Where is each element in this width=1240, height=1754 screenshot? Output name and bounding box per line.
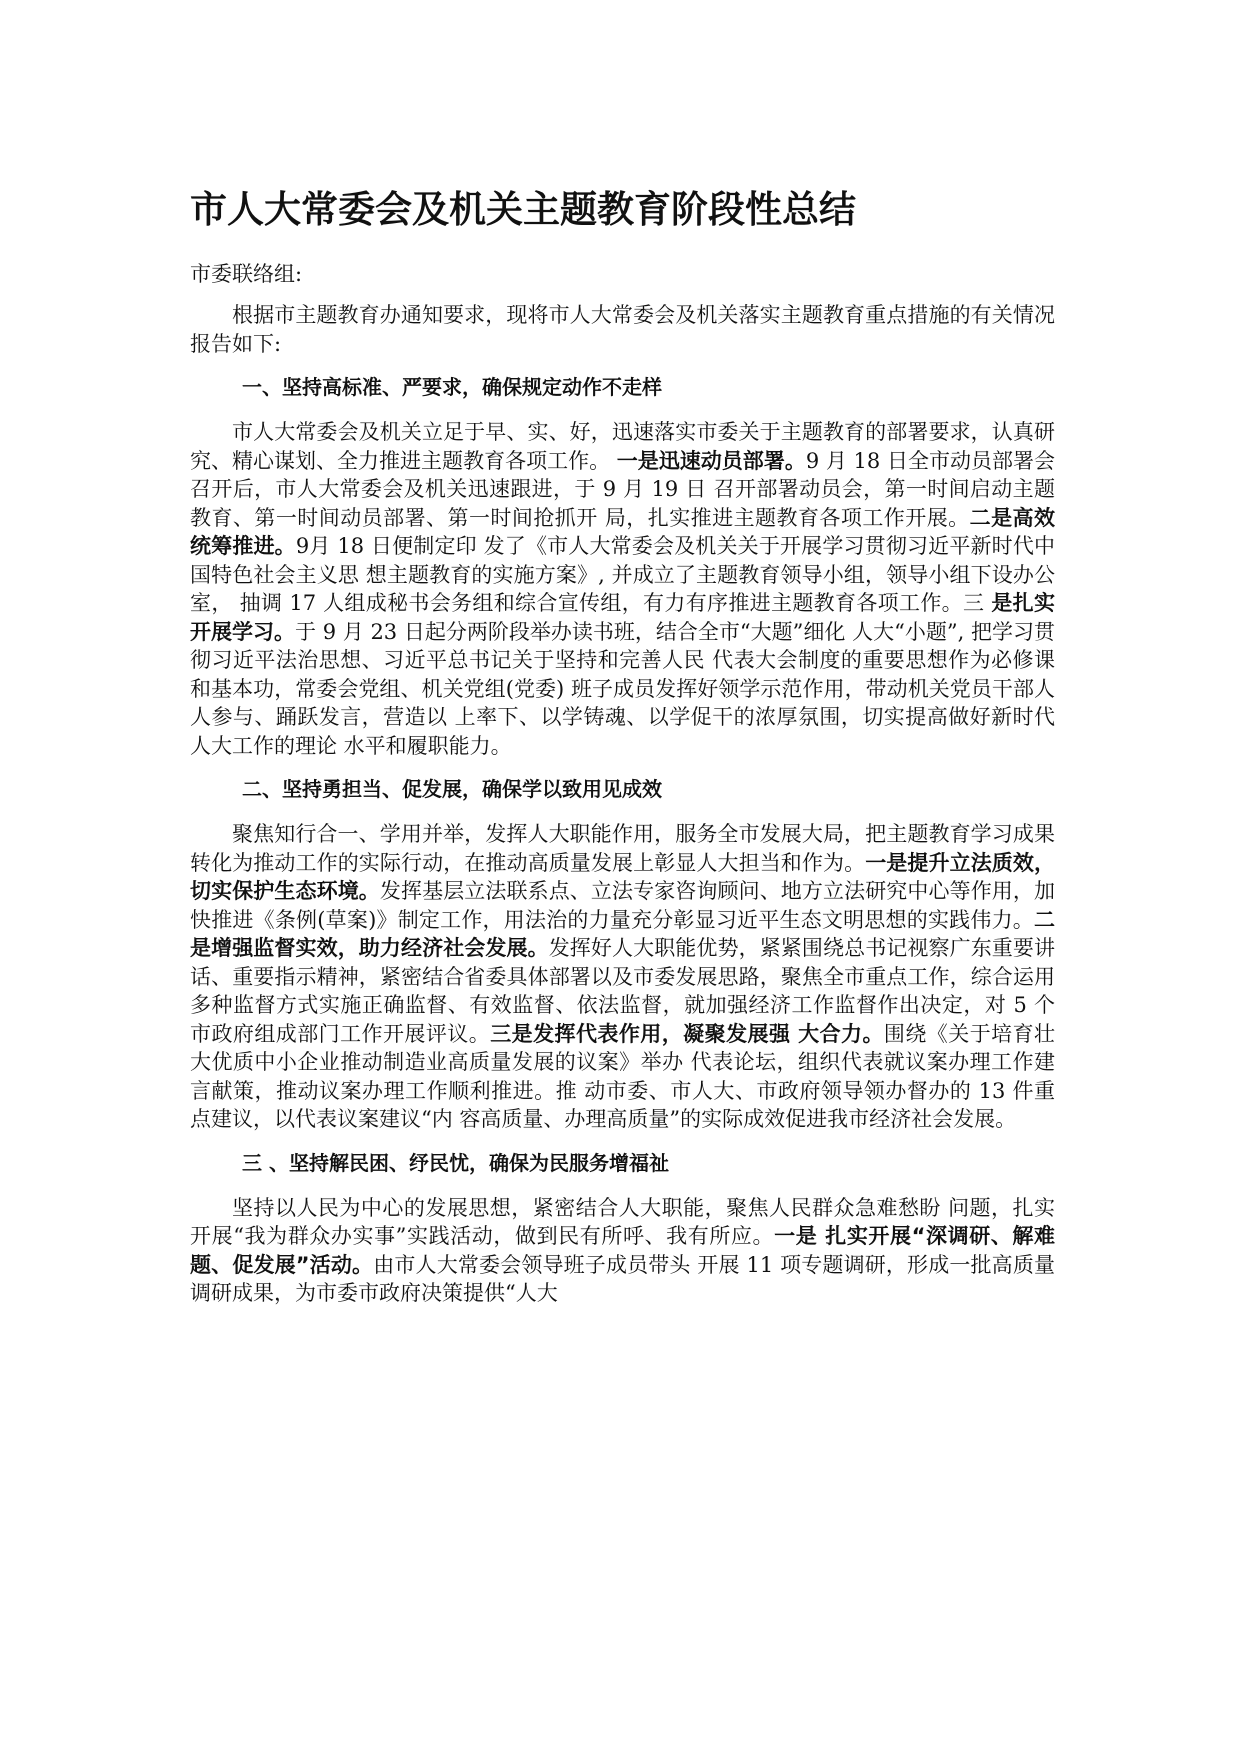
paragraph-text: 发挥好人大职能优势，紧紧围绕总书记视察广东重要讲话、重要指示精神，紧密结合省委具体部署以及市委发展思路，聚焦全市重点工作，综合运用多种监督方式实施正确监督、有效监督、依法监督，就加强经济工作监督作出决定，对 5 个市政府组成部门工作开展评议。 [190,936,1056,1046]
document-title: 市人大常委会及机关主题教育阶段性总结 [190,188,856,231]
salutation: 市委联络组: [190,262,303,286]
section-heading: 三 、坚持解民困、纾民忧，确保为民服务增福祉 [242,1150,669,1175]
paragraph-text: 发挥基层立法联系点、立法专家咨询顾问、地方立法研究中心等作用，加快推进《条例(草案)》制定工作，用法治的力量充分彰显习近平生态文明思想的实践伟力。 [190,879,1056,932]
section-paragraph [190,418,1055,760]
paragraph-text: 9月 18 日便制定印 发了《市人大常委会及机关关于开展学习贯彻习近平新时代中国特色社会主义思 想主题教育的实施方案》, 并成立了主题教育领导小组，领导小组下设办公室， 抽调 17 人组成秘书会务组和综合宣传组，有力有序推进主题教育各项工作。三 [190,534,1055,615]
paragraph-text: 坚持以人民为中心的发展思想，紧密结合人大职能，聚焦人民群众急难愁盼 问题，扎实开展“我为群众办实事”实践活动，做到民有所呼、我有所应。 [190,1195,1055,1248]
document-page [190,185,1055,1318]
paragraph-text: 9 月 18 日全市动员部署会召开后，市人大常委会及机关迅速跟进，于 9 月 19 日 召开部署动员会，第一时间启动主题教育、第一时间动员部署、第一时间抢抓开 局，扎实推进主题教育各项工作开展。 [190,448,1055,530]
emphasis-text: 二是增强监督实效，助力经济社会发展。 [190,907,1055,960]
emphasis-text: 一是迅速动员部署。 [616,448,806,473]
paragraph-text: 围绕《关于培育壮大优质中小企业推动制造业高质量发展的议案》举办 代表论坛，组织代表就议案办理工作建言献策，推动议案办理工作顺利推进。推 动市委、市人大、市政府领导领办督办的 13 件重点建议，以代表议案建议“内 容高质量、办理高质量”的实际成效促进我市经济社会发展。 [190,1021,1056,1131]
emphasis-text: 二是高效统筹推进。 [190,505,1055,558]
section-heading: 二、坚持勇担当、促发展，确保学以致用见成效 [242,777,662,801]
section-3 [190,1148,1055,1308]
paragraph-text: 由市人大常委会领导班子成员带头 开展 11 项专题调研，形成一批高质量调研成果，为市委市政府决策提供“人大 [190,1252,1055,1305]
paragraph-text: 聚焦知行合一、学用并举，发挥人大职能作用，服务全市发展大局，把主题教育学习成果转化为推动工作的实际行动，在推动高质量发展上彰显人大担当和作为。 [190,822,1055,875]
paragraph-text: 于 9 月 23 日起分两阶段举办读书班，结合全市“大题”细化 人大“小题”, 把学习贯彻习近平法治思想、习近平总书记关于坚持和完善人民 代表大会制度的重要思想作为必修课和基本功，常委会党组、机关党组(党委) 班子成员发挥好领学示范作用，带动机关党员干部人人参与、踊跃发言，营造以 上率下、以学铸魂、以学促干的浓厚氛围，切实提高做好新时代人大工作的理论 水平和履职能力。 [190,619,1055,758]
emphasis-text: 是扎实开展学习。 [190,591,1056,644]
section-1 [190,372,1055,760]
paragraph-text: 市人大常委会及机关立足于早、实、好，迅速落实市委关于主题教育的部署要求，认真研究、精心谋划、全力推进主题教育各项工作。 [190,420,1055,473]
emphasis-text: 一是 扎实开展“深调研、解难题、促发展”活动。 [190,1224,1055,1277]
section-paragraph [190,1194,1055,1308]
section-paragraph [190,820,1055,1134]
emphasis-text: 三是发挥代表作用，凝聚发展强 大合力。 [490,1021,884,1046]
emphasis-text: 一是提升立法质效，切实保护生态环境。 [190,850,1056,903]
intro-paragraph: 根据市主题教育办通知要求，现将市人大常委会及机关落实主题教育重点措施的有关情况报告如下: [190,303,1055,356]
section-2 [190,774,1055,1134]
section-heading: 一、坚持高标准、严要求，确保规定动作不走样 [242,375,662,399]
